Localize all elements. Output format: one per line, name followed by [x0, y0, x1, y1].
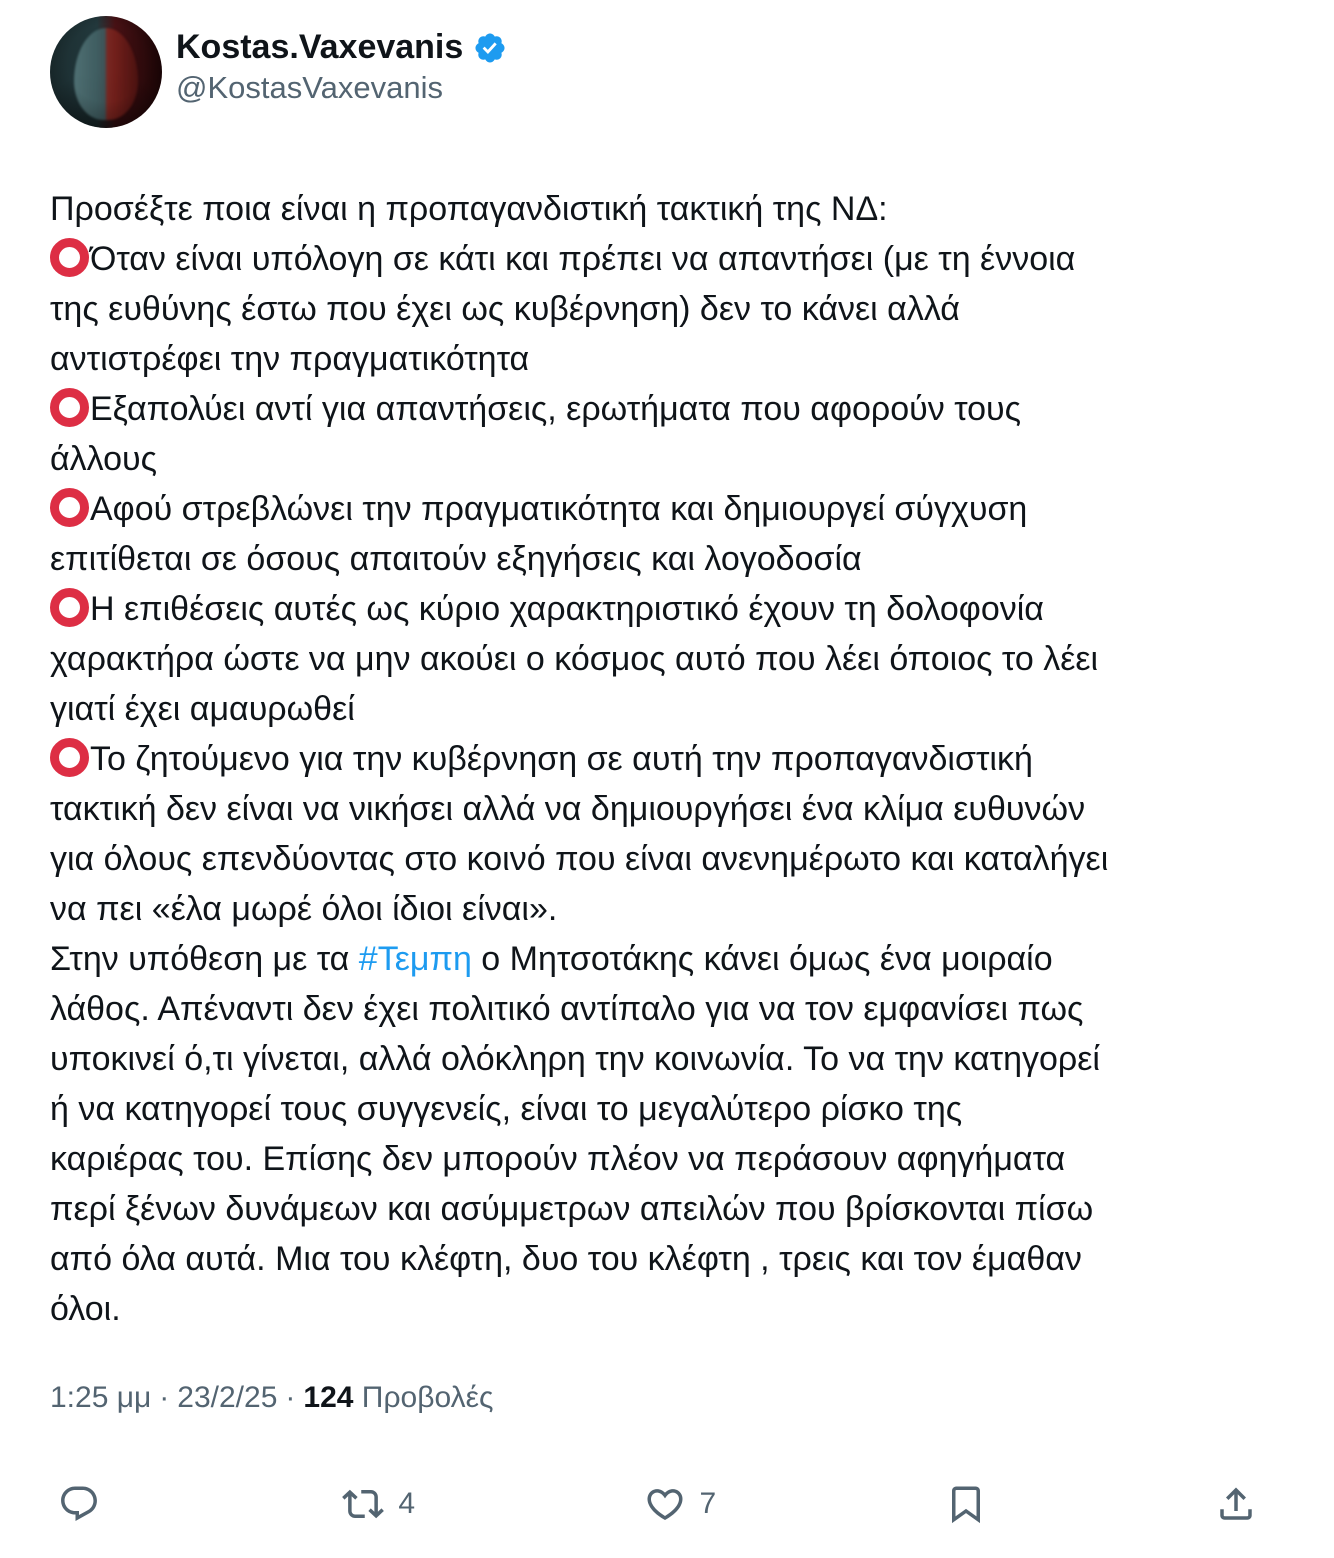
- retweet-button[interactable]: [342, 1483, 415, 1525]
- tweet-text-line: [50, 234, 1287, 284]
- tweet-text-segment: της ευθύνης έστω που έχει ως κυβέρνηση) δεν το κάνει αλλά: [50, 290, 960, 328]
- tweet-text-line: [50, 1134, 1287, 1184]
- reply-icon: [58, 1483, 100, 1525]
- author-block: [176, 16, 507, 108]
- tweet-text-line: [50, 1234, 1287, 1284]
- red-circle-emoji: [50, 238, 89, 277]
- tweet-text-segment: ο Μητσοτάκης κάνει όμως ένα μοιραίο: [471, 940, 1053, 978]
- tweet-text-line: [50, 284, 1287, 334]
- tweet-text-segment: να πει «έλα μωρέ όλοι ίδιοι είναι».: [50, 890, 558, 928]
- tweet-text-segment: Προσέξτε ποια είναι η προπαγανδιστική τακτική της ΝΔ:: [50, 190, 888, 228]
- tweet-text-line: [50, 734, 1287, 784]
- tweet-text-line: [50, 884, 1287, 934]
- like-button[interactable]: [644, 1483, 717, 1525]
- tweet-text-segment: Εξαπολύει αντί για απαντήσεις, ερωτήματα που αφορούν τους: [90, 390, 1022, 428]
- tweet-text-line: [50, 1034, 1287, 1084]
- author-name-row: [176, 26, 507, 68]
- retweet-icon: [342, 1483, 384, 1525]
- tweet-text-line: [50, 534, 1287, 584]
- bookmark-button[interactable]: [945, 1483, 987, 1525]
- tweet-text-segment: για όλους επενδύοντας στο κοινό που είναι ανενημέρωτο και καταλήγει: [50, 840, 1109, 878]
- tweet-header: [50, 16, 1287, 128]
- red-circle-emoji: [50, 388, 89, 427]
- tweet-text-line: [50, 184, 1287, 234]
- views-count: 124: [303, 1381, 354, 1414]
- tweet-text-segment: ή να κατηγορεί τους συγγενείς, είναι το μεγαλύτερο ρίσκο της: [50, 1090, 963, 1128]
- share-icon: [1215, 1483, 1257, 1525]
- meta-separator: ·: [285, 1381, 296, 1414]
- hashtag-link[interactable]: #Τεμπη: [358, 940, 472, 978]
- views-label: Προβολές: [361, 1381, 494, 1414]
- tweet-text-line: [50, 834, 1287, 884]
- tweet-text-segment: από όλα αυτά. Μια του κλέφτη, δυο του κλέφτη , τρεις και τον έμαθαν: [50, 1240, 1082, 1278]
- tweet-text-segment: Στην υπόθεση με τα: [50, 940, 359, 978]
- tweet-text-segment: επιτίθεται σε όσους απαιτούν εξηγήσεις και λογοδοσία: [50, 540, 862, 578]
- tweet-text-line: [50, 934, 1287, 984]
- date: 23/2/25: [177, 1381, 278, 1414]
- display-name[interactable]: Kostas.Vaxevanis: [176, 28, 464, 66]
- share-button[interactable]: [1215, 1483, 1257, 1525]
- tweet-text-segment: όλοι.: [50, 1290, 121, 1328]
- user-handle[interactable]: @KostasVaxevanis: [176, 70, 443, 105]
- tweet-text-line: [50, 984, 1287, 1034]
- tweet-text-segment: λάθος. Απέναντι δεν έχει πολιτικό αντίπαλο για να τον εμφανίσει πως: [50, 990, 1084, 1028]
- tweet-text-line: [50, 1284, 1287, 1334]
- tweet-meta: [50, 1378, 1287, 1418]
- avatar[interactable]: [50, 16, 162, 128]
- tweet-text-segment: τακτική δεν είναι να νικήσει αλλά να δημιουργήσει ένα κλίμα ευθυνών: [50, 790, 1086, 828]
- tweet-text-segment: άλλους: [50, 440, 158, 478]
- tweet-text-line: [50, 784, 1287, 834]
- tweet-text-line: [50, 384, 1287, 434]
- retweet-count: 4: [398, 1487, 416, 1520]
- action-bar: [50, 1472, 1287, 1536]
- like-count: 7: [699, 1487, 717, 1520]
- bookmark-icon: [945, 1483, 987, 1525]
- red-circle-emoji: [50, 488, 89, 527]
- tweet-text-segment: καριέρας του. Επίσης δεν μπορούν πλέον να περάσουν αφηγήματα: [50, 1140, 1066, 1178]
- tweet-text-segment: γιατί έχει αμαυρωθεί: [50, 690, 355, 728]
- tweet-text: [50, 184, 1287, 1334]
- tweet-text-segment: περί ξένων δυνάμεων και ασύμμετρων απειλών που βρίσκονται πίσω: [50, 1190, 1094, 1228]
- red-circle-emoji: [50, 588, 89, 627]
- tweet-text-segment: Αφού στρεβλώνει την πραγματικότητα και δημιουργεί σύγχυση: [90, 490, 1028, 528]
- meta-separator: ·: [159, 1381, 170, 1414]
- tweet-text-line: [50, 484, 1287, 534]
- heart-icon: [644, 1483, 686, 1525]
- tweet-text-line: [50, 434, 1287, 484]
- tweet-text-segment: υποκινεί ό,τι γίνεται, αλλά ολόκληρη την κοινωνία. Το να την κατηγορεί: [50, 1040, 1100, 1078]
- verified-badge-icon: [473, 31, 507, 65]
- tweet-text-line: [50, 1084, 1287, 1134]
- tweet-text-segment: Το ζητούμενο για την κυβέρνηση σε αυτή την προπαγανδιστική: [90, 740, 1033, 778]
- tweet-text-line: [50, 634, 1287, 684]
- tweet-text-line: [50, 334, 1287, 384]
- tweet-text-line: [50, 1184, 1287, 1234]
- tweet-text-line: [50, 684, 1287, 734]
- tweet-text-segment: χαρακτήρα ώστε να μην ακούει ο κόσμος αυτό που λέει όποιος το λέει: [50, 640, 1099, 678]
- red-circle-emoji: [50, 738, 89, 777]
- tweet-text-segment: Η επιθέσεις αυτές ως κύριο χαρακτηριστικό έχουν τη δολοφονία: [90, 590, 1044, 628]
- tweet-text-line: [50, 584, 1287, 634]
- timestamp: 1:25 μμ: [50, 1381, 152, 1414]
- tweet-text-segment: Όταν είναι υπόλογη σε κάτι και πρέπει να απαντήσει (με τη έννοια: [90, 240, 1076, 278]
- tweet-text-segment: αντιστρέφει την πραγματικότητα: [50, 340, 530, 378]
- reply-button[interactable]: [58, 1483, 114, 1525]
